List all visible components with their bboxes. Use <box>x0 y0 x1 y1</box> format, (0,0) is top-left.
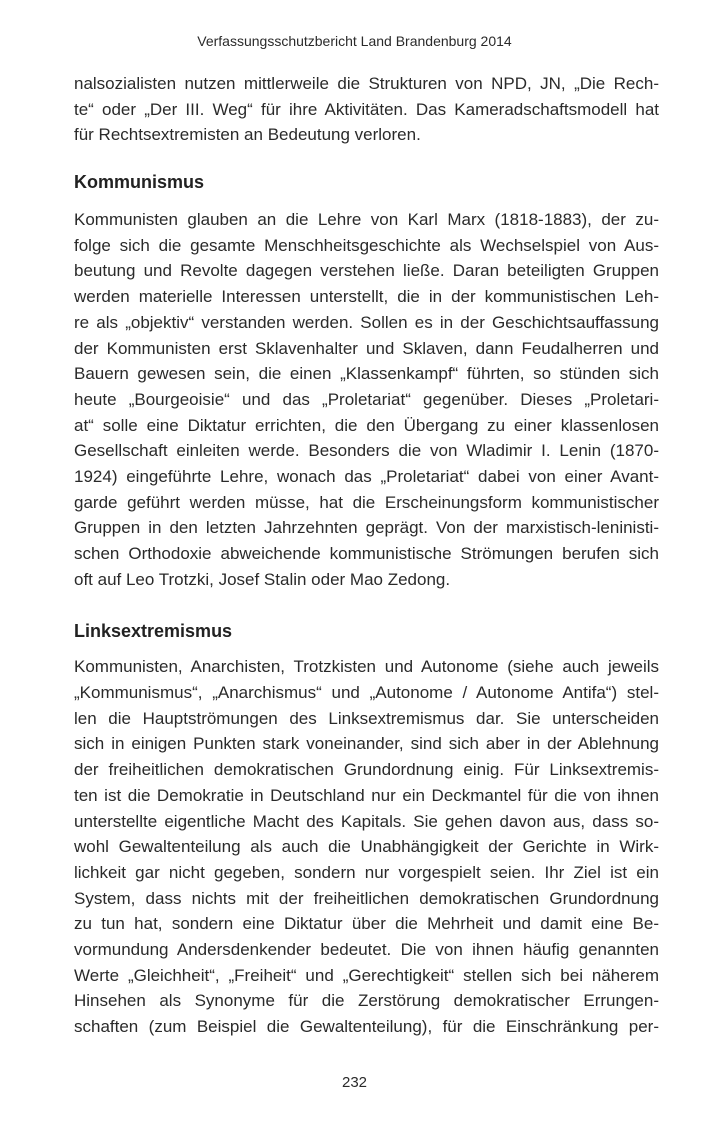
text-line: garde geführt werden müsse, hat die Erscheinungsform kommunistischer <box>74 492 659 512</box>
paragraph <box>74 207 659 592</box>
text-line: „Kommunismus“, „Anarchismus“ und „Autonome / Autonome Antifa“) stel- <box>74 683 659 703</box>
text-line: schen Orthodoxie abweichende kommunistische Strömungen berufen sich <box>74 544 659 563</box>
text-line: nalsozialisten nutzen mittlerweile die Strukturen von NPD, JN, „Die Rech- <box>74 74 659 93</box>
text-line: Kommunisten, Anarchisten, Trotzkisten und Autonome (siehe auch jeweils <box>74 657 659 677</box>
text-line: werden materielle Interessen unterstellt, die in der kommunistischen Leh- <box>74 287 659 307</box>
text-line: schaften (zum Beispiel die Gewaltenteilung), für die Einschränkung per- <box>74 1017 659 1036</box>
text-line: der freiheitlichen demokratischen Grundordnung einig. Für Linksextremis- <box>74 760 659 780</box>
text-line: wohl Gewaltenteilung als auch die Unabhängigkeit der Gerichte in Wirk- <box>74 837 659 857</box>
page-number: 232 <box>341 1073 368 1091</box>
text-line: sich in einigen Punkten stark voneinander, sind sich aber in der Ablehnung <box>74 734 659 754</box>
text-line: Kommunisten glauben an die Lehre von Karl Marx (1818-1883), der zu- <box>74 210 659 230</box>
text-line: Gesellschaft einleiten werde. Besonders die von Wladimir I. Lenin (1870- <box>74 441 659 461</box>
text-line: ten ist die Demokratie in Deutschland nur ein Deckmantel für die von ihnen <box>74 785 659 805</box>
text-line: beutung und Revolte dagegen verstehen ließe. Daran beteiligten Gruppen <box>74 261 659 281</box>
text-line: heute „Bourgeoisie“ und das „Proletariat“ gegenüber. Dieses „Proletari- <box>74 389 659 409</box>
text-line: unterstellte eigentliche Macht des Kapitals. Sie gehen davon aus, dass so- <box>74 811 659 831</box>
text-line: lichkeit gar nicht gegeben, sondern nur vorgespielt seien. Ihr Ziel ist ein <box>74 862 659 882</box>
text-line: te“ oder „Der III. Weg“ für ihre Aktivitäten. Das Kameradschaftsmodell hat <box>74 99 659 119</box>
text-line: at“ solle eine Diktatur errichten, die den Übergang zu einer klassenlosen <box>74 415 659 435</box>
document-body <box>74 71 659 1040</box>
paragraph <box>74 654 659 1039</box>
text-line: Hinsehen als Synonyme für die Zerstörung demokratischer Errungen- <box>74 991 659 1011</box>
text-line: Bauern gewesen sein, die einen „Klassenkampf“ führten, so stünden sich <box>74 364 659 384</box>
text-line: oft auf Leo Trotzki, Josef Stalin oder Mao Zedong. <box>74 569 451 589</box>
text-line: für Rechtsextremisten an Bedeutung verloren. <box>74 125 421 145</box>
paragraph <box>74 71 659 148</box>
text-line: der Kommunisten erst Sklavenhalter und Sklaven, dann Feudalherren und <box>74 338 659 358</box>
text-line: 1924) eingeführte Lehre, wonach das „Proletariat“ dabei von einer Avant- <box>74 466 659 486</box>
text-line: zu tun hat, sondern eine Diktatur über die Mehrheit und damit eine Be- <box>74 914 659 934</box>
text-line: Werte „Gleichheit“, „Freiheit“ und „Gerechtigkeit“ stellen sich bei näherem <box>74 965 659 985</box>
text-line: len die Hauptströmungen des Linksextremismus dar. Sie unterscheiden <box>74 708 659 728</box>
text-line: re als „objektiv“ verstanden werden. Sollen es in der Geschichtsauffassung <box>74 312 659 332</box>
text-line: vormundung Andersdenkender bedeutet. Die von ihnen häufig genannten <box>74 939 659 959</box>
text-line: folge sich die gesamte Menschheitsgeschichte als Wechselspiel von Aus- <box>74 235 659 255</box>
section-heading: Kommunismus <box>74 172 205 193</box>
running-header: Verfassungsschutzbericht Land Brandenburg 2014 <box>197 33 512 49</box>
text-line: System, dass nichts mit der freiheitlichen demokratischen Grundordnung <box>74 888 659 908</box>
section-heading: Linksextremismus <box>74 621 233 642</box>
text-line: Gruppen in den letzten Jahrzehnten geprägt. Von der marxistisch-leninisti- <box>74 518 659 538</box>
